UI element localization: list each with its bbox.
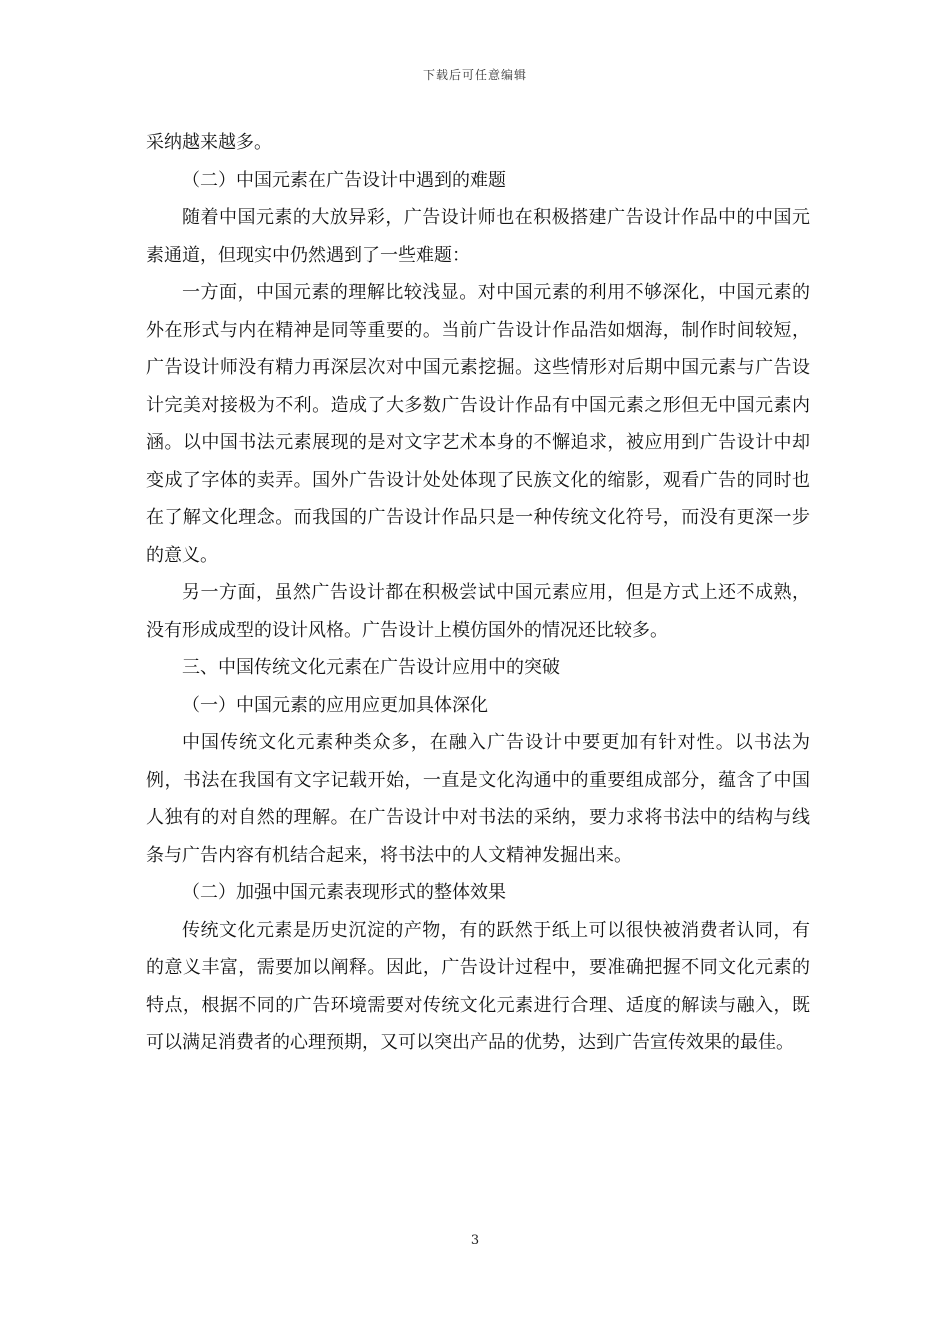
section-heading-difficulties: （二）中国元素在广告设计中遇到的难题 (182, 169, 506, 191)
subsection-heading-deepen: （一）中国元素的应用应更加具体深化 (182, 694, 488, 716)
section-heading-breakthrough: 三、中国传统文化元素在广告设计应用中的突破 (182, 657, 560, 678)
paragraph: 传统文化元素是历史沉淀的产物，有的跃然于纸上可以很快被消费者认同，有的意义丰富，需要加以阐释。因此，广告设计过程中，要准确把握不同文化元素的特点，根据不同的广告环境需要对传统文化元素进行合理、适度的解读与融入，既可以满足消费者的心理预期，又可以突出产品的优势，达到广告宣传效果的最佳。 (146, 919, 810, 1053)
paragraph-continuation: 采纳越来越多。 (146, 132, 272, 153)
paragraph: 另一方面，虽然广告设计都在积极尝试中国元素应用，但是方式上还不成熟，没有形成成型的设计风格。广告设计上模仿国外的情况还比较多。 (146, 582, 810, 641)
page-header: 下载后可任意编辑 (422, 68, 527, 82)
page-number: 3 (470, 1233, 480, 1248)
paragraph: 一方面，中国元素的理解比较浅显。对中国元素的利用不够深化，中国元素的外在形式与内在精神是同等重要的。当前广告设计作品浩如烟海，制作时间较短，广告设计师没有精力再深层次对中国元素挖掘。这些情形对后期中国元素与广告设计完美对接极为不利。造成了大多数广告设计作品有中国元素之形但无中国元素内涵。以中国书法元素展现的是对文字艺术本身的不懈追求，被应用到广告设计中却变成了字体的卖弄。国外广告设计处处体现了民族文化的缩影，观看广告的同时也在了解文化理念。而我国的广告设计作品只是一种传统文化符号，而没有更深一步的意义。 (146, 282, 810, 566)
subsection-heading-overall-effect: （二）加强中国元素表现形式的整体效果 (182, 882, 506, 903)
paragraph: 中国传统文化元素种类众多，在融入广告设计中要更加有针对性。以书法为例，书法在我国有文字记载开始，一直是文化沟通中的重要组成部分，蕴含了中国人独有的对自然的理解。在广告设计中对书法的采纳，要力求将书法中的结构与线条与广告内容有机结合起来，将书法中的人文精神发掘出来。 (146, 732, 810, 866)
paragraph: 随着中国元素的大放异彩，广告设计师也在积极搭建广告设计作品中的中国元素通道，但现实中仍然遇到了一些难题： (146, 207, 810, 266)
document-body (146, 124, 810, 1062)
